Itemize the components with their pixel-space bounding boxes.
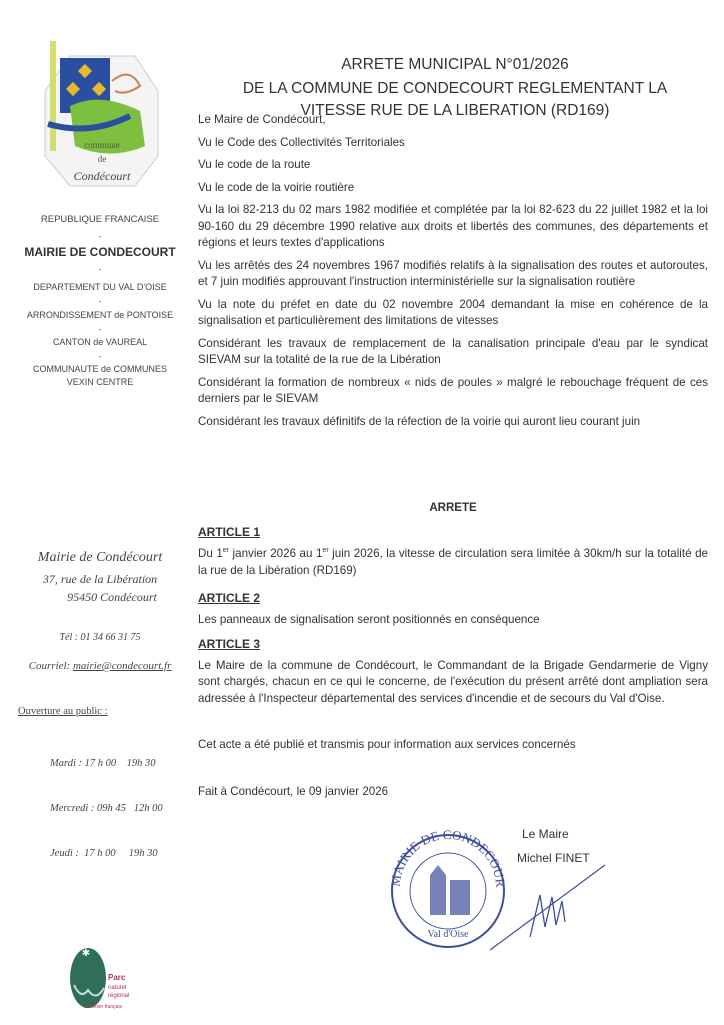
svg-text:commune: commune <box>84 140 120 150</box>
svg-text:Val d'Oise: Val d'Oise <box>427 929 469 940</box>
address-street: 37, rue de la Libération <box>42 572 158 586</box>
svg-text:naturel: naturel <box>108 985 127 991</box>
decision <box>198 502 708 806</box>
canton: CANTON de VAUREAL <box>52 337 148 347</box>
signatory-title: Le Maire <box>522 827 569 841</box>
hours-list <box>50 726 163 876</box>
preamble <box>198 112 708 436</box>
parc-naturel-logo <box>66 940 156 1020</box>
article-1-title: ARTICLE 1 <box>198 525 261 539</box>
hours-title: Ouverture au public : <box>18 706 108 717</box>
hours-jeudi: Jeudi : 17 h 00 19h 30 <box>50 848 158 859</box>
title-line-3: VITESSE RUE DE LA LIBERATION (RD169) <box>300 102 610 119</box>
title-line-2: DE LA COMMUNE DE CONDECOURT REGLEMENTANT LA <box>242 80 668 97</box>
paragraph-vu-cgct: Vu le Code des Collectivités Territoriales <box>198 135 405 149</box>
paragraph-considerant-refection: Considérant les travaux définitifs de la réfection de la voirie qui auront lieu courant juin <box>198 414 641 428</box>
title-line-1: ARRETE MUNICIPAL N°01/2026 <box>341 56 569 73</box>
address-city: 95450 Condécourt <box>67 590 157 604</box>
departement: DEPARTEMENT DU VAL D'OISE <box>33 282 167 292</box>
article-2-title: ARTICLE 2 <box>198 591 261 605</box>
svg-text:de: de <box>97 154 107 164</box>
svg-text:du Vexin français: du Vexin français <box>84 1004 123 1010</box>
paragraph-vu-code-route: Vu le code de la route <box>198 158 311 171</box>
communaute: COMMUNAUTE de COMMUNES <box>32 364 167 374</box>
commune-logo <box>40 36 160 192</box>
mairie-name: MAIRIE DE CONDECOURT <box>24 245 176 259</box>
republique-francaise: REPUBLIQUE FRANCAISE <box>40 214 160 225</box>
mairie-stamp <box>380 825 620 955</box>
communaute-name: VEXIN CENTRE <box>66 377 134 387</box>
paragraph-considerant-travaux: Considérant les travaux de remplacement de la canalisation principale d'eau par le syndicat SIEVAM sur la totalité de la rue de la Libération <box>198 336 708 366</box>
svg-text:Condécourt: Condécourt <box>73 169 131 183</box>
paragraph-vu-code-voirie: Vu le code de la voirie routière <box>198 180 355 194</box>
paragraph-vu-arretes: Vu les arrêtés des 24 novembres 1967 modifiés relatifs à la signalisation des routes et autoroutes, et 7 juin modifiés approuvant l'instruction interministérielle sur la signalisation routière <box>198 258 708 288</box>
svg-text:MAIRIE DE CONDECOURT: MAIRIE DE CONDECOUR <box>387 826 509 888</box>
telephone: Tél : 01 34 66 31 75 <box>59 632 141 643</box>
email-link[interactable]: mairie@condecourt.fr <box>72 660 172 672</box>
article-3-title: ARTICLE 3 <box>198 636 261 651</box>
separator: - <box>98 232 102 241</box>
hours-mardi: Mardi : 17 h 00 19h 30 <box>50 758 156 769</box>
publication-note: Cet acte a été publié et transmis pour information aux services concernés <box>198 738 576 751</box>
article-2-text: Les panneaux de signalisation seront positionnés en conséquence <box>198 613 540 626</box>
fait-a: Fait à Condécourt, le 09 janvier 2026 <box>198 784 389 798</box>
paragraph-vu-note: Vu la note du préfet en date du 02 novembre 2004 demandant la mise en cohérence de la signalisation et particulièrement des limitations de vitesses <box>198 297 708 327</box>
separator: - <box>98 352 102 361</box>
arrondissement: ARRONDISSEMENT de PONTOISE <box>26 310 174 320</box>
article-1-text: Du 1er janvier 2026 au 1er juin 2026, la vitesse de circulation sera limitée à 30km/h sur la totalité de la rue de la Libération (RD169) <box>198 547 708 577</box>
article-3-text: Le Maire de la commune de Condécourt, le Commandant de la Brigade Gendarmerie de Vigny sont chargés, chacun en ce qui le concerne, de l'exécution du présent arrêté dont ampliation sera adressée à l'Inspecteur départemental des services d'incendie et de secours du Val d'Oise. <box>198 658 708 705</box>
svg-text:✱: ✱ <box>81 948 91 959</box>
paragraph-maire: Le Maire de Condécourt, <box>198 113 326 126</box>
svg-text:régional: régional <box>108 993 130 999</box>
arrete-heading: ARRETE <box>429 502 477 514</box>
separator: - <box>98 265 102 274</box>
svg-text:Parc: Parc <box>108 973 126 982</box>
email-label: Courriel: <box>28 660 73 672</box>
email-line <box>0 660 200 672</box>
hours-mercredi: Mercredi : 09h 45 12h 00 <box>50 803 163 814</box>
separator: - <box>98 297 102 306</box>
address-name: Mairie de Condécourt <box>37 550 163 565</box>
separator: - <box>98 325 102 334</box>
paragraph-considerant-nids: Considérant la formation de nombreux « nids de poules » malgré le rebouchage fréquent de ces derniers par le SIEVAM <box>198 375 708 405</box>
paragraph-vu-loi: Vu la loi 82-213 du 02 mars 1982 modifiée et complétée par la loi 82-623 du 22 juillet 1982 et la loi 90-160 du 29 décembre 1990 relative aux droits et libertés des communes, des départements et régions et leurs textes d'applications <box>198 203 708 249</box>
signatory-name: Michel FINET <box>517 851 590 865</box>
